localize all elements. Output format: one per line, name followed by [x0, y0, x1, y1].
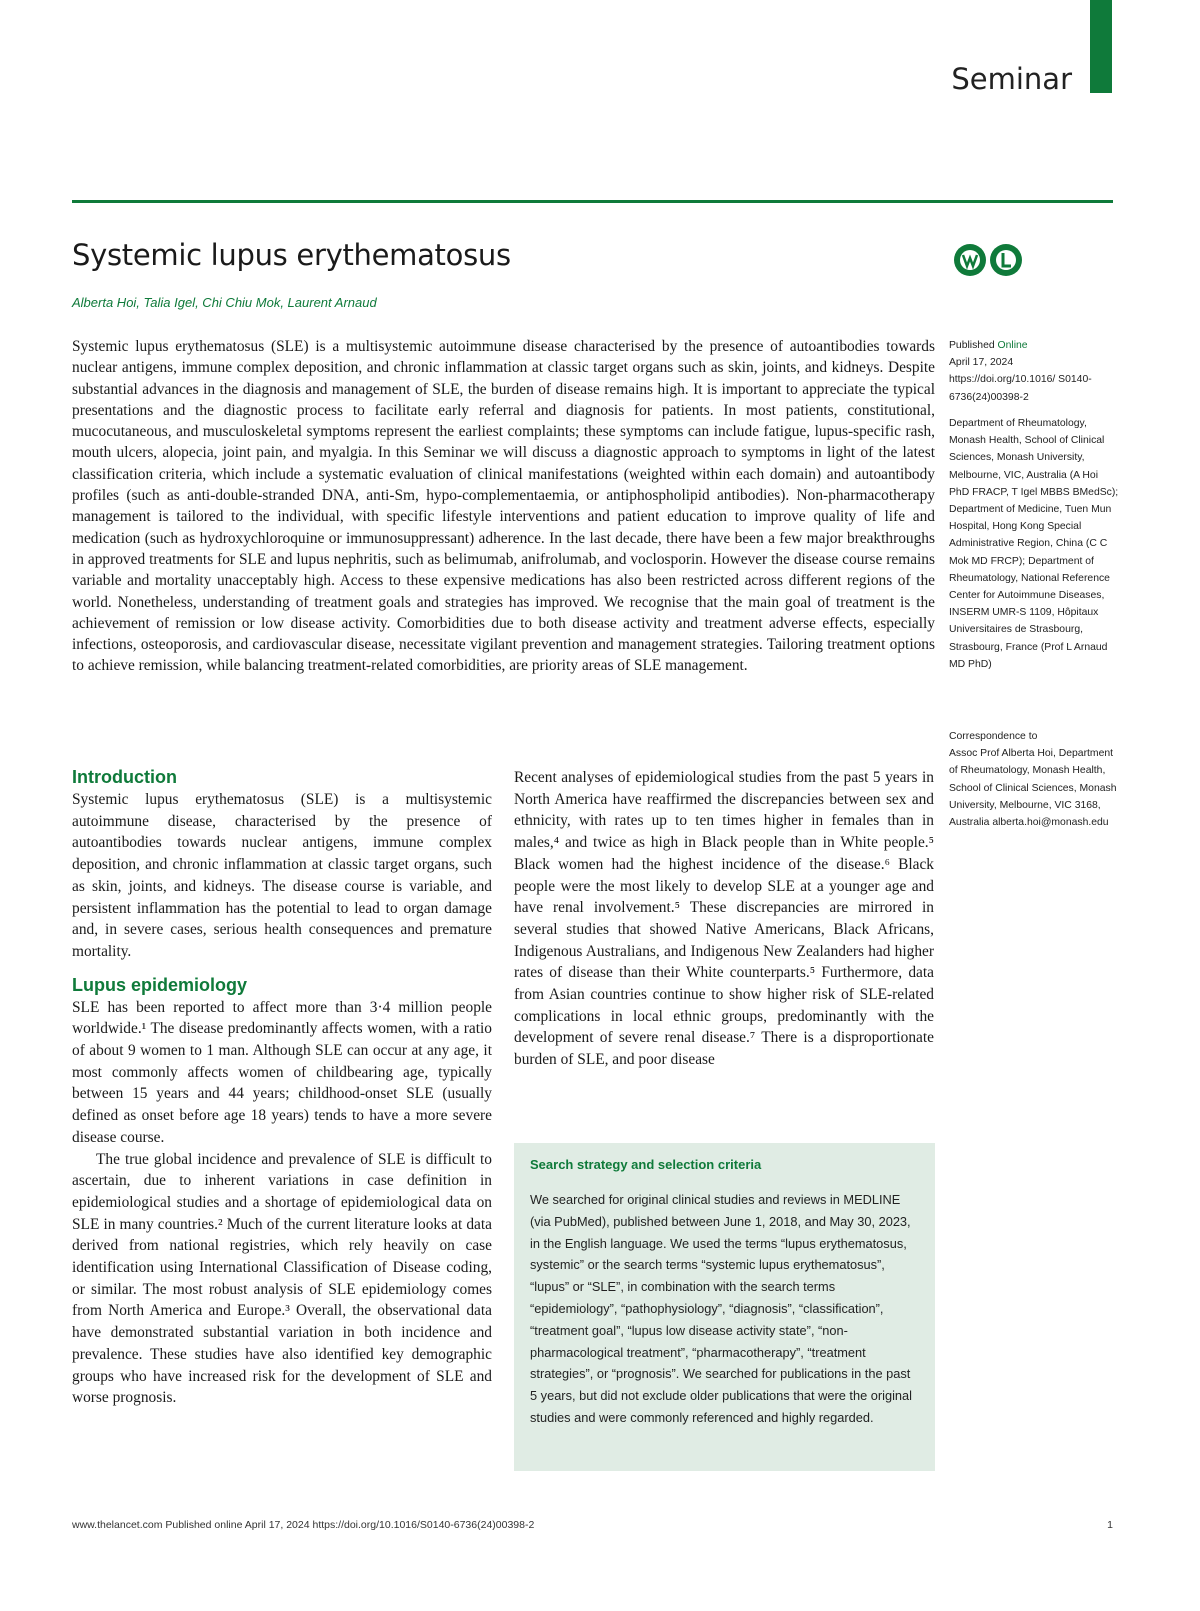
section-tab [1090, 0, 1112, 93]
article-title: Systemic lupus erythematosus [72, 238, 511, 272]
correspondence [949, 728, 1119, 831]
page-number: 1 [1107, 1519, 1113, 1531]
search-strategy-title: Search strategy and selection criteria [530, 1157, 762, 1172]
article-authors[interactable]: Alberta Hoi, Talia Igel, Chi Chiu Mok, Laurent Arnaud [72, 295, 377, 310]
crossmark-icon[interactable] [952, 242, 1030, 282]
correspondence-text[interactable]: Assoc Prof Alberta Hoi, Department of Rheumatology, Monash Health, School of Clinical Sciences, Monash University, Melbourne, VIC 3168, Australia alberta.hoi@monash.edu [949, 748, 1117, 829]
epidemiology-paragraph-2: The true global incidence and prevalence of SLE is difficult to ascertain, due to inherent variations in case definition in epidemiological studies and a shortage of epidemiological data on SLE in many countries.² Much of the current literature looks at data derived from national registries, which rely heavily on case identification using International Classification of Disease coding, or similar. The most robust analysis of SLE epidemiology comes from North America and Europe.³ Overall, the observational data have demonstrated substantial variation in both incidence and prevalence. These studies have also identified key demographic groups who have increased risk for the development of SLE and worse prognosis. [72, 1150, 492, 1407]
published-label: Published [949, 340, 995, 351]
section-label: Seminar [951, 62, 1072, 96]
published-date: April 17, 2024 [949, 357, 1014, 369]
page-footer[interactable]: www.thelancet.com Published online April 17, 2024 https://doi.org/10.1016/S0140-6736(24)00398-2 [72, 1519, 535, 1531]
introduction-paragraph: Systemic lupus erythematosus (SLE) is a multisystemic autoimmune disease, characterised by the presence of autoantibodies towards nuclear antigens, immune complex deposition, and chronic inflammation at classic target organs, such as skin, joints, and kidneys. The disease course is variable, and persistent inflammation has the potential to lead to organ damage and, in severe cases, serious health consequences and premature mortality. [72, 791, 492, 960]
correspondence-label: Correspondence to [949, 731, 1038, 742]
affiliations: Department of Rheumatology, Monash Health, School of Clinical Sciences, Monash University, Melbourne, VIC, Australia (A Hoi PhD FRACP, T Igel MBBS BMedSc); Department of Medicine, Tuen Mun Hospital, Hong Kong Special Administrative Region, China (C C Mok MD FRCP); Department of Rheumatology, National Reference Center for Autoimmune Diseases, INSERM UMR-S 1109, Hôpitaux Universitaires de Strasbourg, Strasbourg, France (Prof L Arnaud MD PhD) [949, 418, 1119, 670]
epidemiology-paragraph-3: Recent analyses of epidemiological studies from the past 5 years in North America have reaffirmed the discrepancies between sex and ethnicity, with rates up to ten times higher in females than in males,⁴ and twice as high in Black people than in White people.⁵ Black women had the highest incidence of the disease.⁶ Black people were the most likely to develop SLE at a younger age and have renal involvement.⁵ These discrepancies are mirrored in several studies that showed Native Americans, Black Africans, Indigenous Australians, and Indigenous New Zealanders had higher rates of disease than their White counterparts.⁵ Furthermore, data from Asian countries continue to show higher risk of SLE-related complications in local ethnic groups, predominantly with the development of severe renal disease.⁷ There is a disproportionate burden of SLE, and poor disease [514, 769, 934, 1069]
introduction-heading: Introduction [72, 767, 177, 787]
middle-column [514, 767, 934, 1071]
top-rule [72, 200, 1113, 203]
left-column [72, 765, 492, 1409]
published-online: Online [997, 340, 1028, 351]
publication-info [949, 337, 1119, 406]
search-strategy-text: We searched for original clinical studies and reviews in MEDLINE (via PubMed), published between June 1, 2018, and May 30, 2023, in the English language. We used the terms “lupus erythematosus, systemic” or the search terms “systemic lupus erythematosus”, “lupus” or “SLE”, in combination with the search terms “epidemiology”, “pathophysiology”, “diagnosis”, “classification”, “treatment goal”, “lupus low disease activity state”, “non-pharmacological treatment”, “pharmacotherapy”, “treatment strategies”, or “prognosis”. We searched for publications in the past 5 years, but did not exclude older publications that were the original studies and were commonly referenced and highly regarded. [530, 1192, 913, 1425]
abstract: Systemic lupus erythematosus (SLE) is a multisystemic autoimmune disease characterised by the presence of autoantibodies towards nuclear antigens, immune complex deposition, and chronic inflammation at classic target organs such as skin, joints, and kidneys. Despite substantial advances in the diagnosis and management of SLE, the burden of disease remains high. It is important to appreciate the typical presentations and the diagnostic process to facilitate early referral and diagnosis for patients. In most patients, constitutional, mucocutaneous, and musculoskeletal symptoms represent the earliest complaints; these symptoms can include fatigue, lupus-specific rash, mouth ulcers, alopecia, joint pain, and myalgia. In this Seminar we will discuss a diagnostic approach to symptoms in light of the latest classification criteria, which include a systematic evaluation of clinical manifestations (weighted within each domain) and autoantibody profiles (such as anti-double-stranded DNA, anti-Sm, hypo-complementaemia, or antiphospholipid antibodies). Non-pharmacotherapy management is tailored to the individual, with specific lifestyle interventions and patient education to improve quality of life and medication (such as hydroxychloroquine or immunosuppressant) adherence. In the last decade, there have been a few major breakthroughs in approved treatments for SLE and lupus nephritis, such as belimumab, anifrolumab, and voclosporin. However the disease course remains variable and mortality unacceptably high. Access to these expensive medications has also been restricted across different regions of the world. Nonetheless, understanding of treatment goals and strategies has improved. We recognise that the main goal of treatment is the achievement of remission or low disease activity. Comorbidities due to both disease activity and treatment adverse effects, especially infections, osteoporosis, and cardiovascular disease, necessitate vigilant prevention and management strategies. Tailoring treatment options to achieve remission, while balancing treatment-related comorbidities, are priority areas of SLE management. [72, 338, 935, 675]
doi-link[interactable]: https://doi.org/10.1016/ S0140-6736(24)00398-2 [949, 374, 1092, 403]
epidemiology-heading: Lupus epidemiology [72, 974, 248, 995]
epidemiology-paragraph-1: SLE has been reported to affect more than 3·4 million people worldwide.¹ The disease predominantly affects women, with a ratio of about 9 women to 1 man. Although SLE can occur at any age, it most commonly affects women of childbearing age, typically between 15 years and 44 years; childhood-onset SLE (usually defined as onset before age 18 years) tends to have a more severe disease course. [72, 998, 492, 1146]
